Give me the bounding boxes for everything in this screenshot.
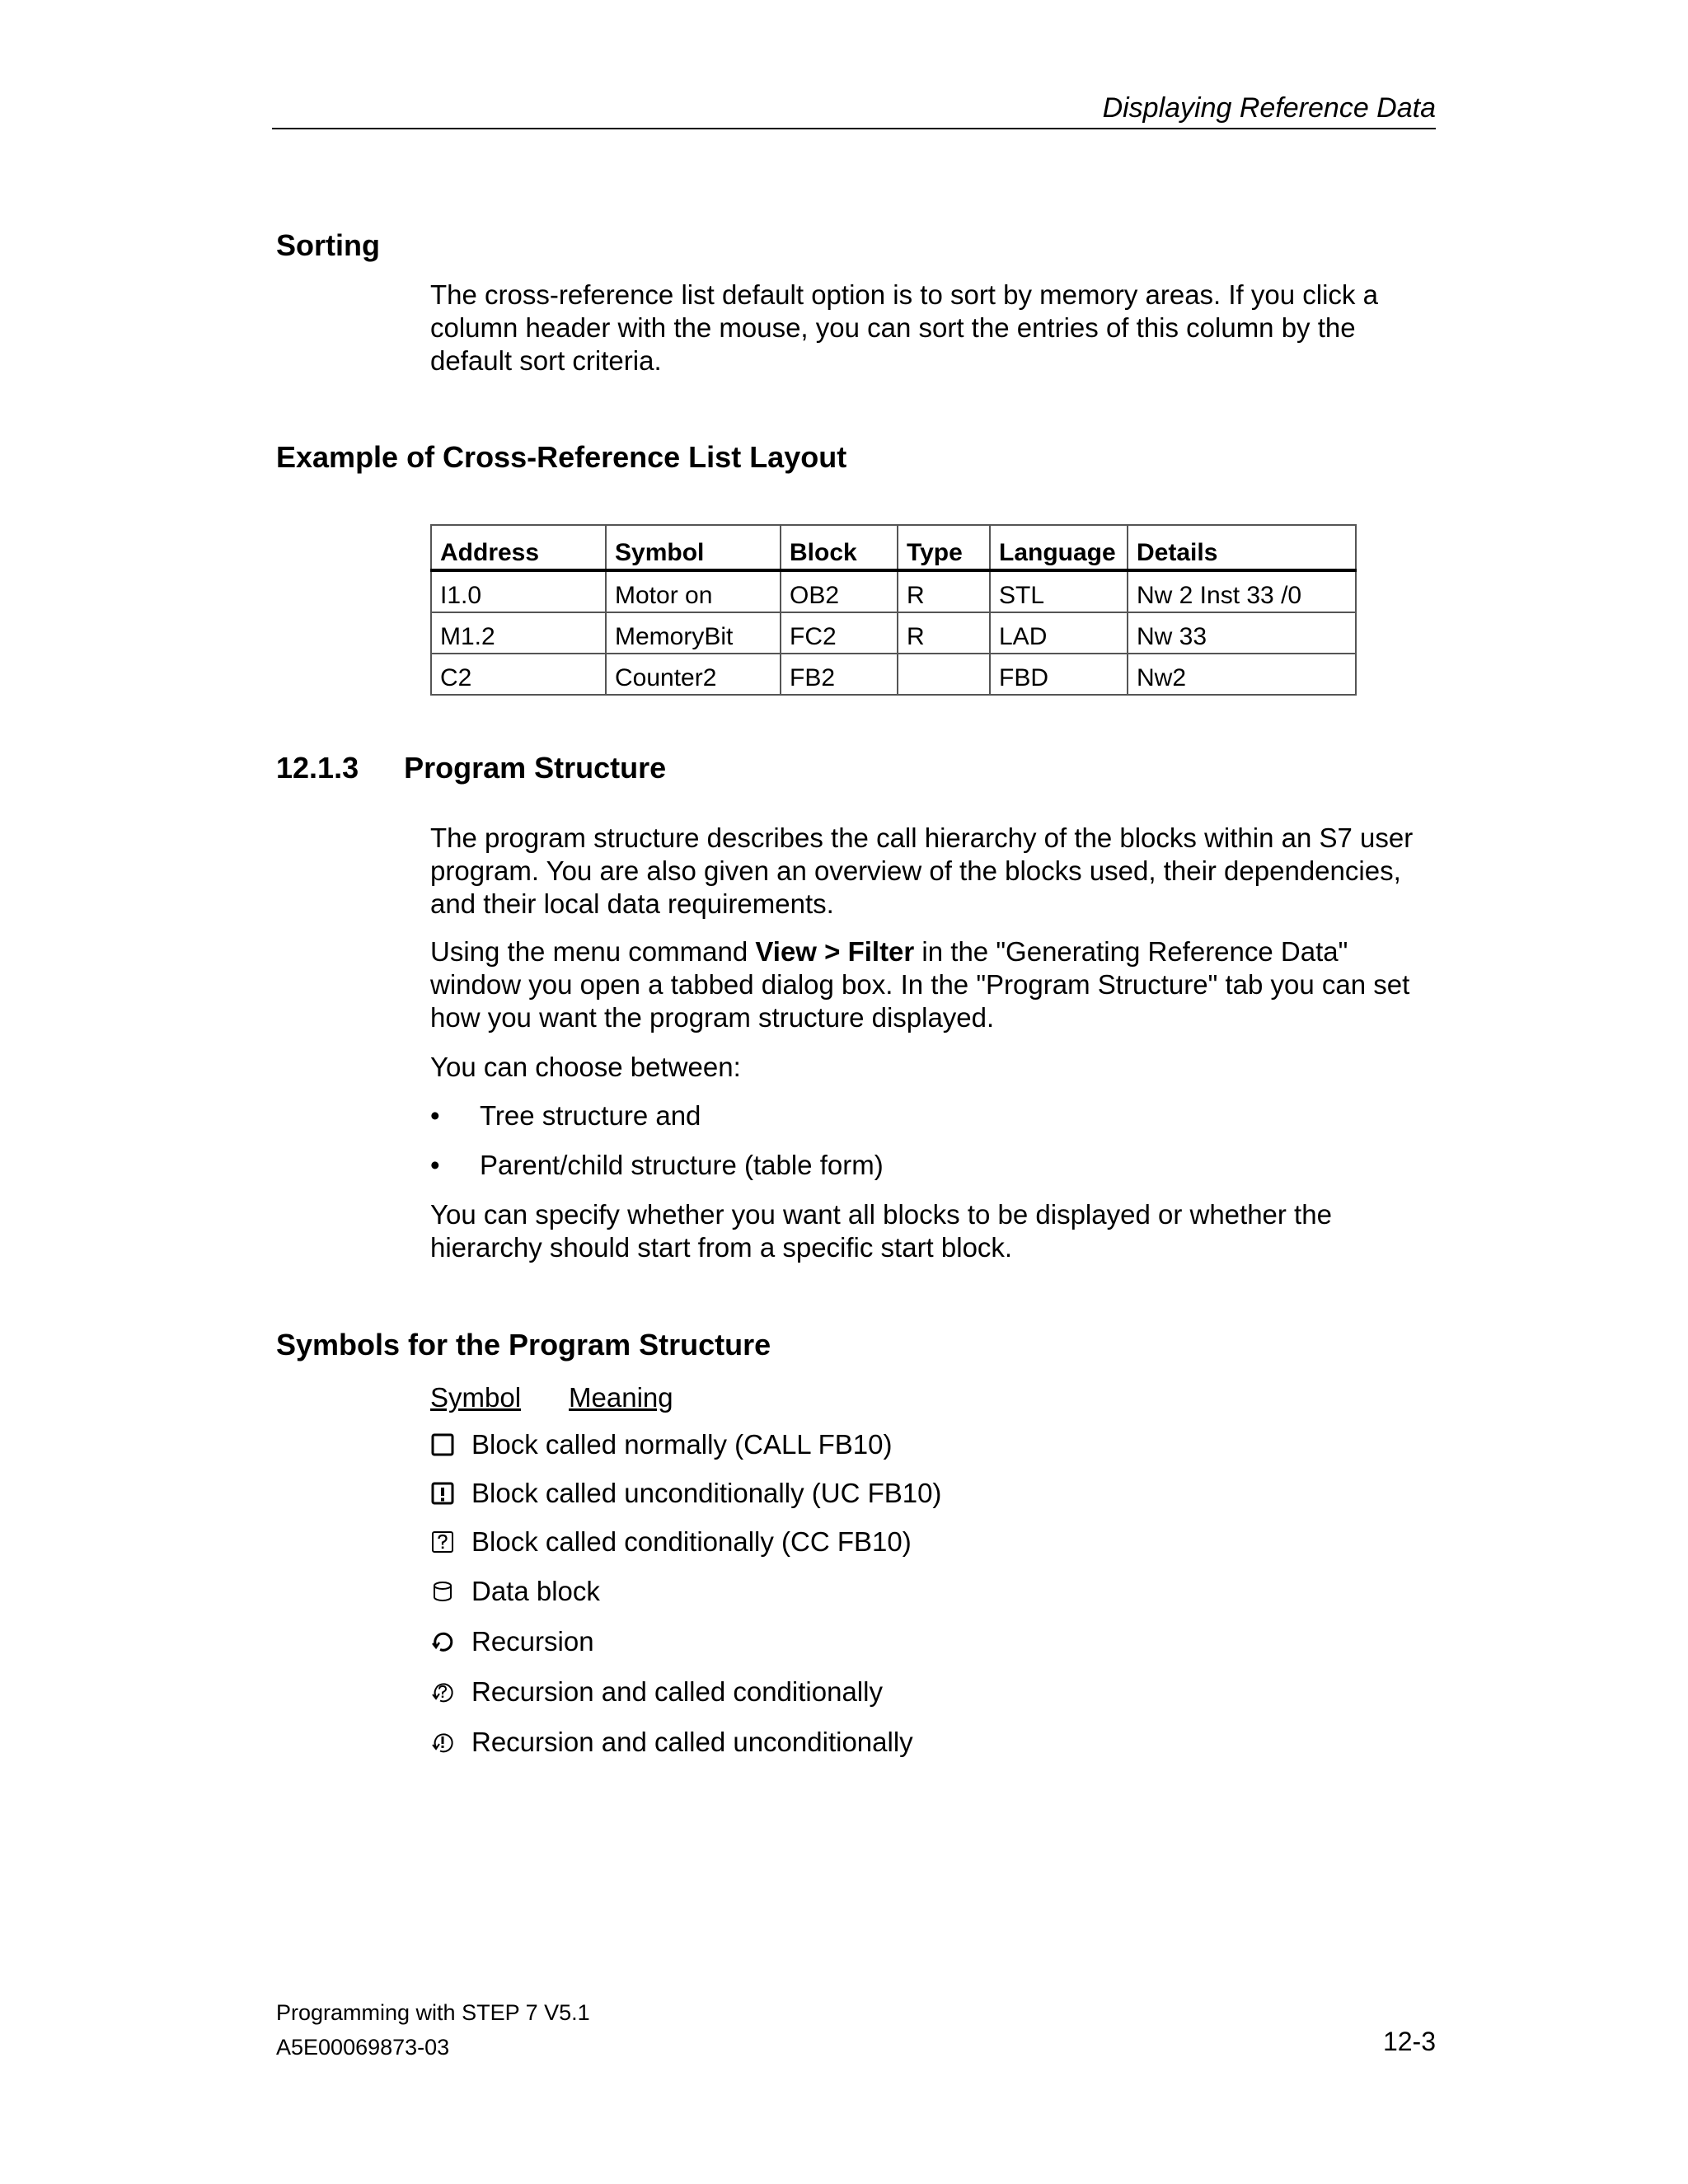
footer-document-number: A5E00069873-03	[276, 2035, 450, 2060]
table-cell: LAD	[990, 612, 1128, 654]
table-cell: R	[898, 612, 990, 654]
block-normal-icon	[430, 1432, 455, 1457]
table-cell: Nw2	[1128, 654, 1356, 695]
column-header-language[interactable]: Language	[990, 525, 1128, 570]
symbol-row: Block called unconditionally (UC FB10)	[430, 1477, 941, 1510]
table-cell: I1.0	[431, 570, 606, 612]
symbol-row: Recursion and called conditionally	[430, 1675, 883, 1708]
symbols-table-header	[430, 1381, 673, 1414]
table-row	[431, 570, 1356, 612]
program-structure-para-3: You can choose between:	[430, 1052, 741, 1082]
menu-command: View > Filter	[755, 936, 915, 967]
column-header-details[interactable]: Details	[1128, 525, 1356, 570]
table-cell: M1.2	[431, 612, 606, 654]
symbol-row: Recursion	[430, 1625, 594, 1658]
table-cell: R	[898, 570, 990, 612]
bullet-icon: •	[430, 1150, 440, 1180]
running-header: Displaying Reference Data	[1102, 92, 1436, 124]
program-structure-para-1: The program structure describes the call hierarchy of the blocks within an S7 user program. You are also given an overview of the blocks used, their dependencies, and their local data requirements.	[430, 823, 1414, 919]
bullet-icon: •	[430, 1100, 440, 1131]
sorting-text: The cross-reference list default option is to sort by memory areas. If you click a column header with the mouse, you can sort the entries of this column by the default sort criteria.	[430, 279, 1378, 376]
cross-reference-table	[430, 524, 1357, 696]
table-cell: FC2	[781, 612, 898, 654]
table-header-row	[431, 525, 1356, 570]
program-structure-para-2: Using the menu command View > Filter in the "Generating Reference Data" window you open a tabbed dialog box. In the "Program Structure" tab you can set how you want the program structure displayed.	[430, 936, 1410, 1033]
symbols-heading: Symbols for the Program Structure	[276, 1328, 771, 1361]
table-cell: Counter2	[606, 654, 781, 695]
data-block-icon	[430, 1579, 455, 1604]
symbol-column-label: Symbol	[430, 1382, 522, 1413]
table-cell: OB2	[781, 570, 898, 612]
table-cell: C2	[431, 654, 606, 695]
symbol-row: Block called normally (CALL FB10)	[430, 1428, 892, 1461]
section-heading	[276, 750, 666, 786]
block-conditional-icon	[430, 1530, 455, 1554]
program-structure-para-4: You can specify whether you want all blocks to be displayed or whether the hierarchy should start from a specific start block.	[430, 1199, 1332, 1263]
table-cell: FB2	[781, 654, 898, 695]
column-header-block[interactable]: Block	[781, 525, 898, 570]
footer-title: Programming with STEP 7 V5.1	[276, 2000, 590, 2025]
table-cell: Motor on	[606, 570, 781, 612]
recursion-icon	[430, 1629, 455, 1654]
column-header-address[interactable]: Address	[431, 525, 606, 570]
page-number: 12-3	[1382, 2027, 1436, 2056]
symbol-row: Data block	[430, 1575, 600, 1608]
table-cell: STL	[990, 570, 1128, 612]
recursion-unconditional-icon	[430, 1730, 455, 1755]
symbol-row: Block called conditionally (CC FB10)	[430, 1526, 912, 1558]
table-row	[431, 612, 1356, 654]
table-cell: FBD	[990, 654, 1128, 695]
recursion-conditional-icon	[430, 1680, 455, 1704]
section-title: Program Structure	[404, 751, 667, 785]
table-cell	[898, 654, 990, 695]
column-header-type[interactable]: Type	[898, 525, 990, 570]
column-header-symbol[interactable]: Symbol	[606, 525, 781, 570]
table-cell: Nw 2 Inst 33 /0	[1128, 570, 1356, 612]
table-cell: Nw 33	[1128, 612, 1356, 654]
header-rule	[272, 128, 1436, 129]
block-unconditional-icon	[430, 1481, 455, 1506]
section-number: 12.1.3	[276, 751, 359, 785]
table-row	[431, 654, 1356, 695]
symbol-row: Recursion and called unconditionally	[430, 1726, 913, 1759]
list-item: • Tree structure and	[430, 1100, 701, 1131]
table-cell: MemoryBit	[606, 612, 781, 654]
sorting-heading: Sorting	[276, 228, 380, 262]
example-heading: Example of Cross-Reference List Layout	[276, 440, 847, 474]
list-item: • Parent/child structure (table form)	[430, 1150, 884, 1180]
meaning-column-label: Meaning	[569, 1382, 673, 1413]
